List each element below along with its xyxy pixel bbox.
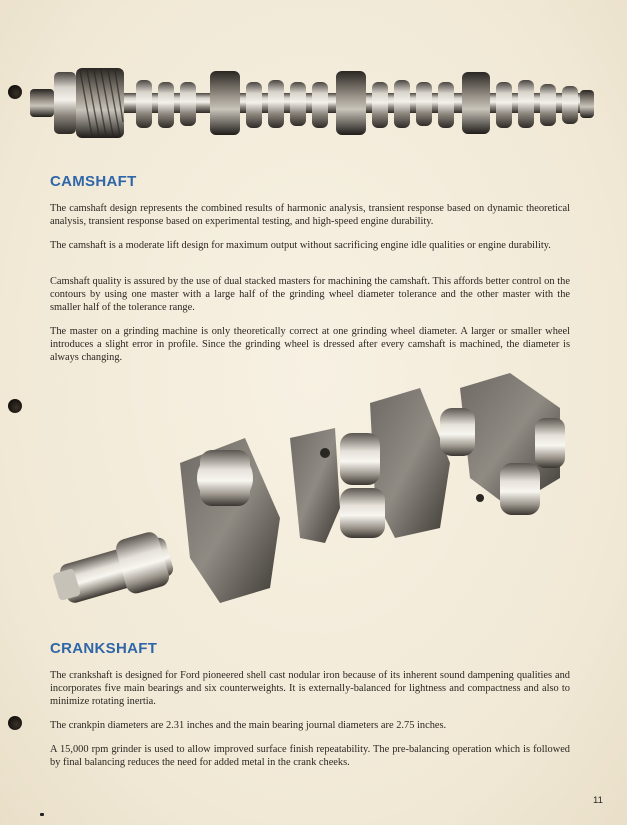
camshaft-paragraph: The master on a grinding machine is only theoretically correct at one grinding wheel diameter. A larger or smaller wheel introduces a slight error in profile. Since the grinding wheel is dressed after every camshaft is machined, the diameter is always changing. <box>50 326 570 364</box>
crankshaft-paragraph: The crankpin diameters are 2.31 inches and the main bearing journal diameters are 2.75 inches. <box>50 720 447 731</box>
binder-hole <box>8 85 22 99</box>
crankshaft-paragraph: A 15,000 rpm grinder is used to allow improved surface finish repeatability. The pre-balancing operation which is followed by final balancing reduces the need for added metal in the crank cheeks. <box>50 744 570 769</box>
crankshaft-photo <box>40 368 585 618</box>
ink-speck <box>40 813 44 816</box>
camshaft-paragraph: The camshaft design represents the combined results of harmonic analysis, transient response based on dynamic theoretical analysis, transient response based on experimental testing, and high-speed engine durability. <box>50 203 570 228</box>
camshaft-photo <box>28 62 598 144</box>
crankshaft-heading: CRANKSHAFT <box>50 640 158 657</box>
binder-hole <box>8 399 22 413</box>
page-number: 11 <box>593 795 603 806</box>
camshaft-paragraph: The camshaft is a moderate lift design for maximum output without sacrificing engine idle qualities or engine durability. <box>50 240 551 251</box>
binder-hole <box>8 716 22 730</box>
crankshaft-paragraph: The crankshaft is designed for Ford pioneered shell cast nodular iron because of its inherent sound dampening qualities and incorporates five main bearings and six counterweights. It is externally-balanced for lightness and compactness and also to minimize rotating inertia. <box>50 670 570 708</box>
camshaft-paragraph: Camshaft quality is assured by the use of dual stacked masters for machining the camshaft. This affords better control on the contours by using one master with a large half of the grinding wheel diameter tolerance and the other master with the smaller half of the tolerance range. <box>50 276 570 314</box>
camshaft-heading: CAMSHAFT <box>50 173 137 190</box>
